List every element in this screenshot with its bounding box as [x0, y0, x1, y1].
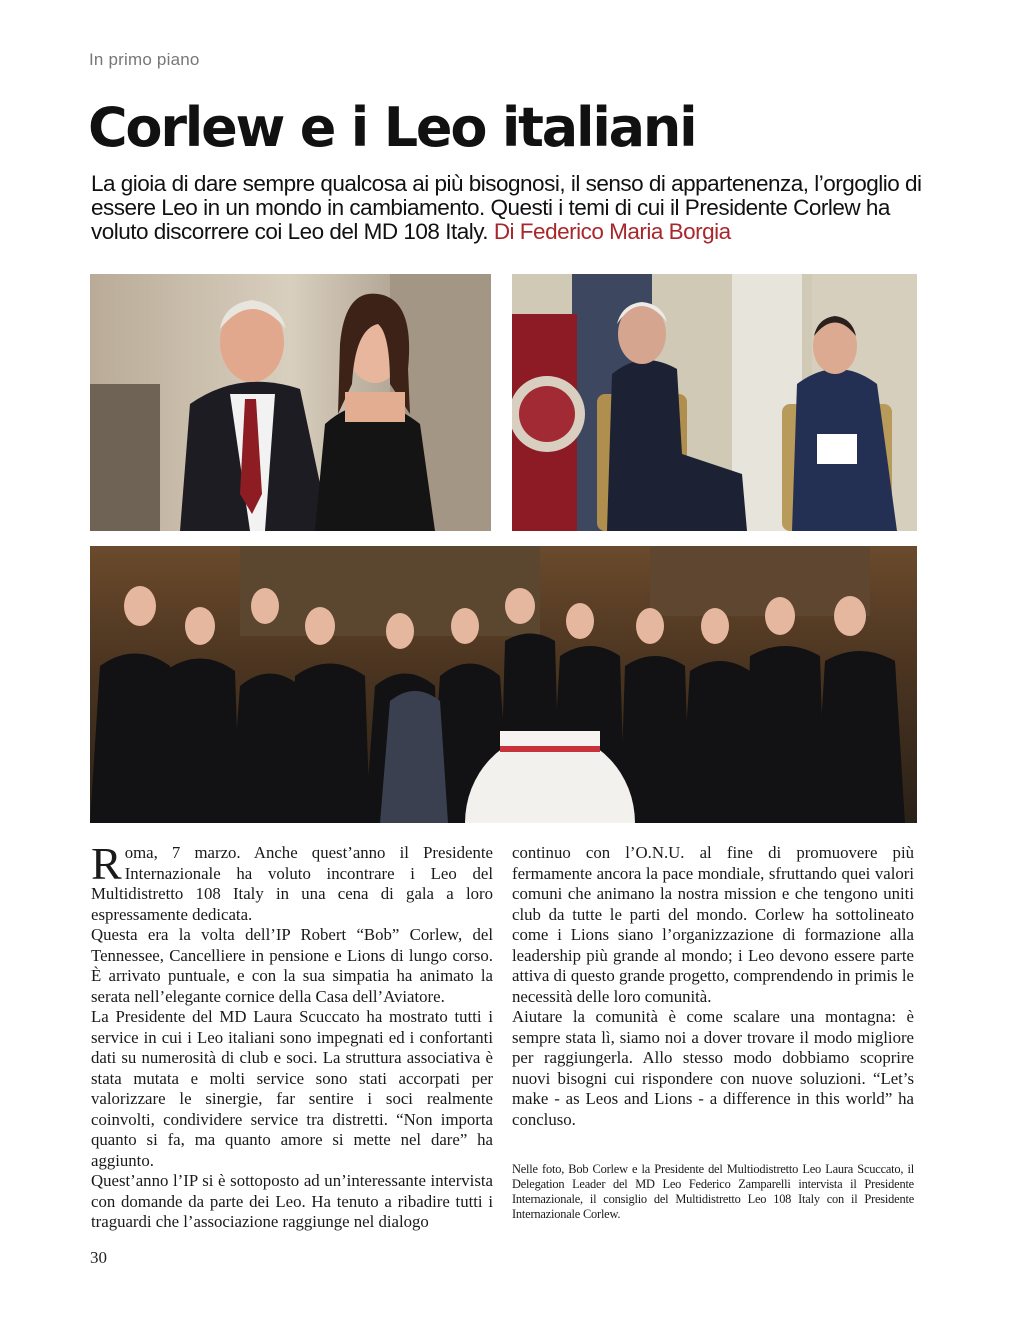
photo-interview [512, 274, 917, 531]
article-paragraph: La Presidente del MD Laura Scuccato ha mostrato tutti i service in cui i Leo italiani sono impegnati ed i confortanti dati su numerosità di club e soci. La struttura associativa è stata mutata e molti service sono stati accorpati per valorizzare le sinergie, far sentire i soci realmente coinvolti, condividere service tra distretti. “Non importa quanto si fa, ma quanto amore si mette nel dare” ha aggiunto. [91, 1007, 493, 1170]
article-paragraph: Aiutare la comunità è come scalare una montagna: è sempre stata lì, siamo noi a dover trovare il modo migliore per raggiungerla. Allo stesso modo dobbiamo scoprire nuovi bisogni cui rispondere con nuove soluzioni. “Let’s make - as Leos and Lions - a difference in this world” ha concluso. [512, 1007, 914, 1129]
article-paragraph [91, 838, 493, 925]
article-column-left [91, 838, 493, 1233]
lede-text: La gioia di dare sempre qualcosa ai più bisognosi, il senso di appartenenza, l’orgoglio di essere Leo in un mondo in cambiamento. Questi i temi di cui il Presidente Corlew ha voluto discorrere coi Leo del MD 108 Italy. [91, 171, 922, 244]
lede [91, 172, 931, 244]
section-label: In primo piano [89, 50, 200, 69]
article-paragraph: Questa era la volta dell’IP Robert “Bob” Corlew, del Tennessee, Cancelliere in pensione e Lions di lungo corso. È arrivato puntuale, e con la sua simpatia ha animato la serata nell’elegante cornice della Casa dell’Aviatore. [91, 925, 493, 1006]
article-paragraph: continuo con l’O.N.U. al fine di promuovere più fermamente ancora la pace mondiale, sfruttando quei valori comuni che animano la nostra mission e che tengono uniti club da tutte le parti del mondo. Corlew ha sottolineato come i Lions siano l’organizzazione di formazione alla leadership più grande al mondo; i Leo devono essere parte attiva di questo grande progetto, comprendendo in primis le necessità delle loro comunità. [512, 843, 914, 1006]
article-paragraph: Quest’anno l’IP si è sottoposto ad un’interessante intervista con domande da parte dei Leo. Ha tenuto a ribadire tutti i traguardi che l’associazione raggiunge nel dialogo [91, 1171, 493, 1231]
photo-group [90, 546, 917, 823]
page-number: 30 [90, 1248, 107, 1267]
photo-corlew-and-president [90, 274, 491, 531]
byline: Di Federico Maria Borgia [493, 219, 731, 244]
headline: Corlew e i Leo italiani [88, 96, 696, 159]
dropcap: R [91, 838, 122, 889]
photo-caption: Nelle foto, Bob Corlew e la Presidente del Multiodistretto Leo Laura Scuccato, il Delegation Leader del MD Leo Federico Zamparelli intervista il Presidente Internazionale, il consiglio del Multidistretto Leo 108 Italy con il Presidente Internazionale Corlew. [512, 1162, 914, 1221]
article-paragraph-text: oma, 7 marzo. Anche quest’anno il Presidente Internazionale ha voluto incontrare i Leo del Multidistretto 108 Italy in una cena di gala a loro espressamente dedicata. [91, 843, 493, 924]
article-column-right [512, 843, 914, 1130]
